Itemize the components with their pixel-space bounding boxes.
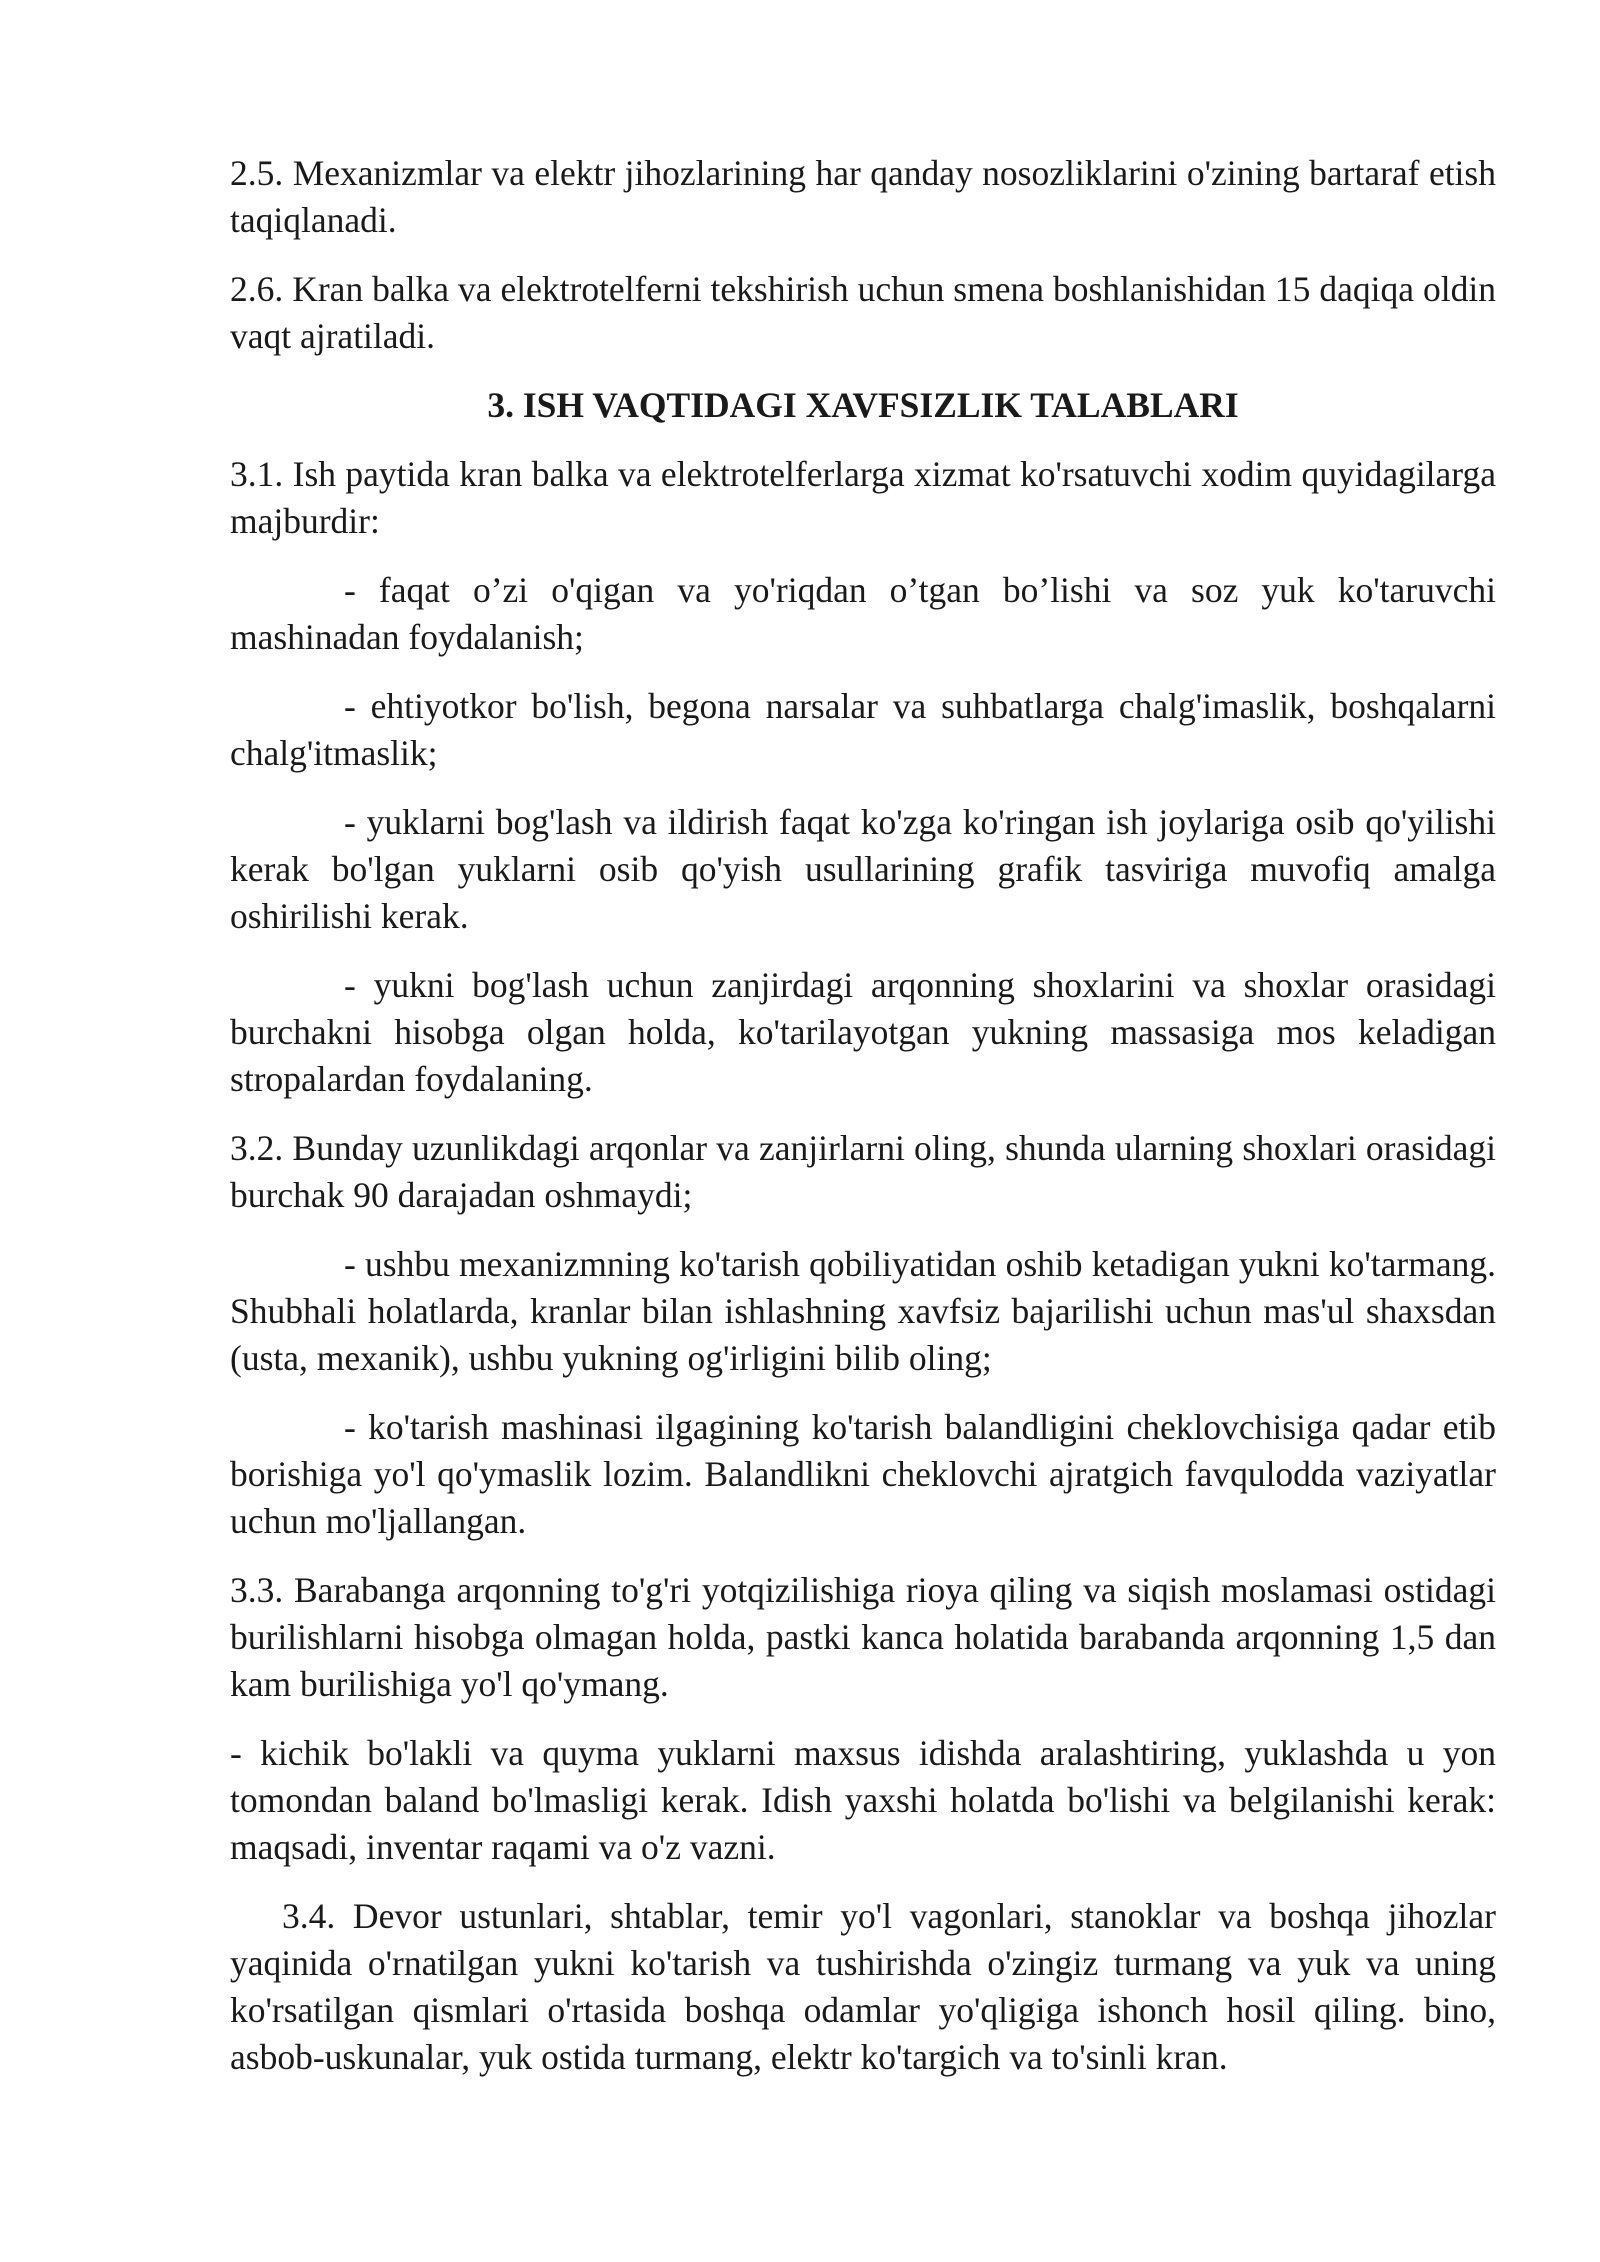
list-item-3-1-c: - yuklarni bog'lash va ildirish faqat ko'zga ko'ringan ish joylariga osib qo'yilishi kerak bo'lgan yuklarni osib qo'yish usullarining grafik tasviriga muvofiq amalga oshirilishi kerak. xyxy=(230,802,1496,936)
list-item-3-2-a: - ushbu mexanizmning ko'tarish qobiliyatidan oshib ketadigan yukni ko'tarmang. Shubhali holatlarda, kranlar bilan ishlashning xavfsiz bajarilishi uchun mas'ul shaxsdan (usta, mexanik), ushbu yukning og'irligini bilib oling; xyxy=(230,1244,1496,1378)
list-item-3-3-a: - kichik bo'lakli va quyma yuklarni maxsus idishda aralashtiring, yuklashda u yon tomondan baland bo'lmasligi kerak. Idish yaxshi holatda bo'lishi va belgilanishi kerak: maqsadi, inventar raqami va o'z vazni. xyxy=(230,1733,1496,1867)
paragraph-2-5: 2.5. Mexanizmlar va elektr jihozlarining har qanday nosozliklarini o'zining bartaraf etish taqiqlanadi. xyxy=(230,153,1496,240)
paragraph-3-3: 3.3. Barabanga arqonning to'g'ri yotqizilishiga rioya qiling va siqish moslamasi ostidagi burilishlarni hisobga olmagan holda, pastki kanca holatida barabanda arqonning 1,5 dan kam burilishiga yo'l qo'ymang. xyxy=(230,1570,1496,1704)
paragraph-3-1: 3.1. Ish paytida kran balka va elektrotelferlarga xizmat ko'rsatuvchi xodim quyidagilarga majburdir: xyxy=(230,454,1496,541)
section-heading-3: 3. ISH VAQTIDAGI XAVFSIZLIK TALABLARI xyxy=(487,385,1239,425)
paragraph-3-4: 3.4. Devor ustunlari, shtablar, temir yo'l vagonlari, stanoklar va boshqa jihozlar yaqinida o'rnatilgan yukni ko'tarish va tushirishda o'zingiz turmang va yuk va uning ko'rsatilgan qismlari o'rtasida boshqa odamlar yo'qligiga ishonch hosil qiling. bino, asbob-uskunalar, yuk ostida turmang, elektr ko'targich va to'sinli kran. xyxy=(230,1896,1496,2077)
list-item-3-1-b: - ehtiyotkor bo'lish, begona narsalar va suhbatlarga chalg'imaslik, boshqalarni chalg'itmaslik; xyxy=(230,686,1496,773)
paragraph-3-2: 3.2. Bunday uzunlikdagi arqonlar va zanjirlarni oling, shunda ularning shoxlari orasidagi burchak 90 darajadan oshmaydi; xyxy=(230,1128,1496,1215)
list-item-3-1-d: - yukni bog'lash uchun zanjirdagi arqonning shoxlarini va shoxlar orasidagi burchakni hisobga olgan holda, ko'tarilayotgan yukning massasiga mos keladigan stropalardan foydalaning. xyxy=(230,965,1496,1099)
document-page xyxy=(230,150,1496,2103)
list-item-3-1-a: - faqat o’zi o'qigan va yo'riqdan o’tgan bo’lishi va soz yuk ko'taruvchi mashinadan foydalanish; xyxy=(230,570,1496,657)
paragraph-2-6: 2.6. Kran balka va elektrotelferni tekshirish uchun smena boshlanishidan 15 daqiqa oldin vaqt ajratiladi. xyxy=(230,269,1496,356)
list-item-3-2-b: - ko'tarish mashinasi ilgagining ko'tarish balandligini cheklovchisiga qadar etib borishiga yo'l qo'ymaslik lozim. Balandlikni cheklovchi ajratgich favqulodda vaziyatlar uchun mo'ljallangan. xyxy=(230,1407,1496,1541)
